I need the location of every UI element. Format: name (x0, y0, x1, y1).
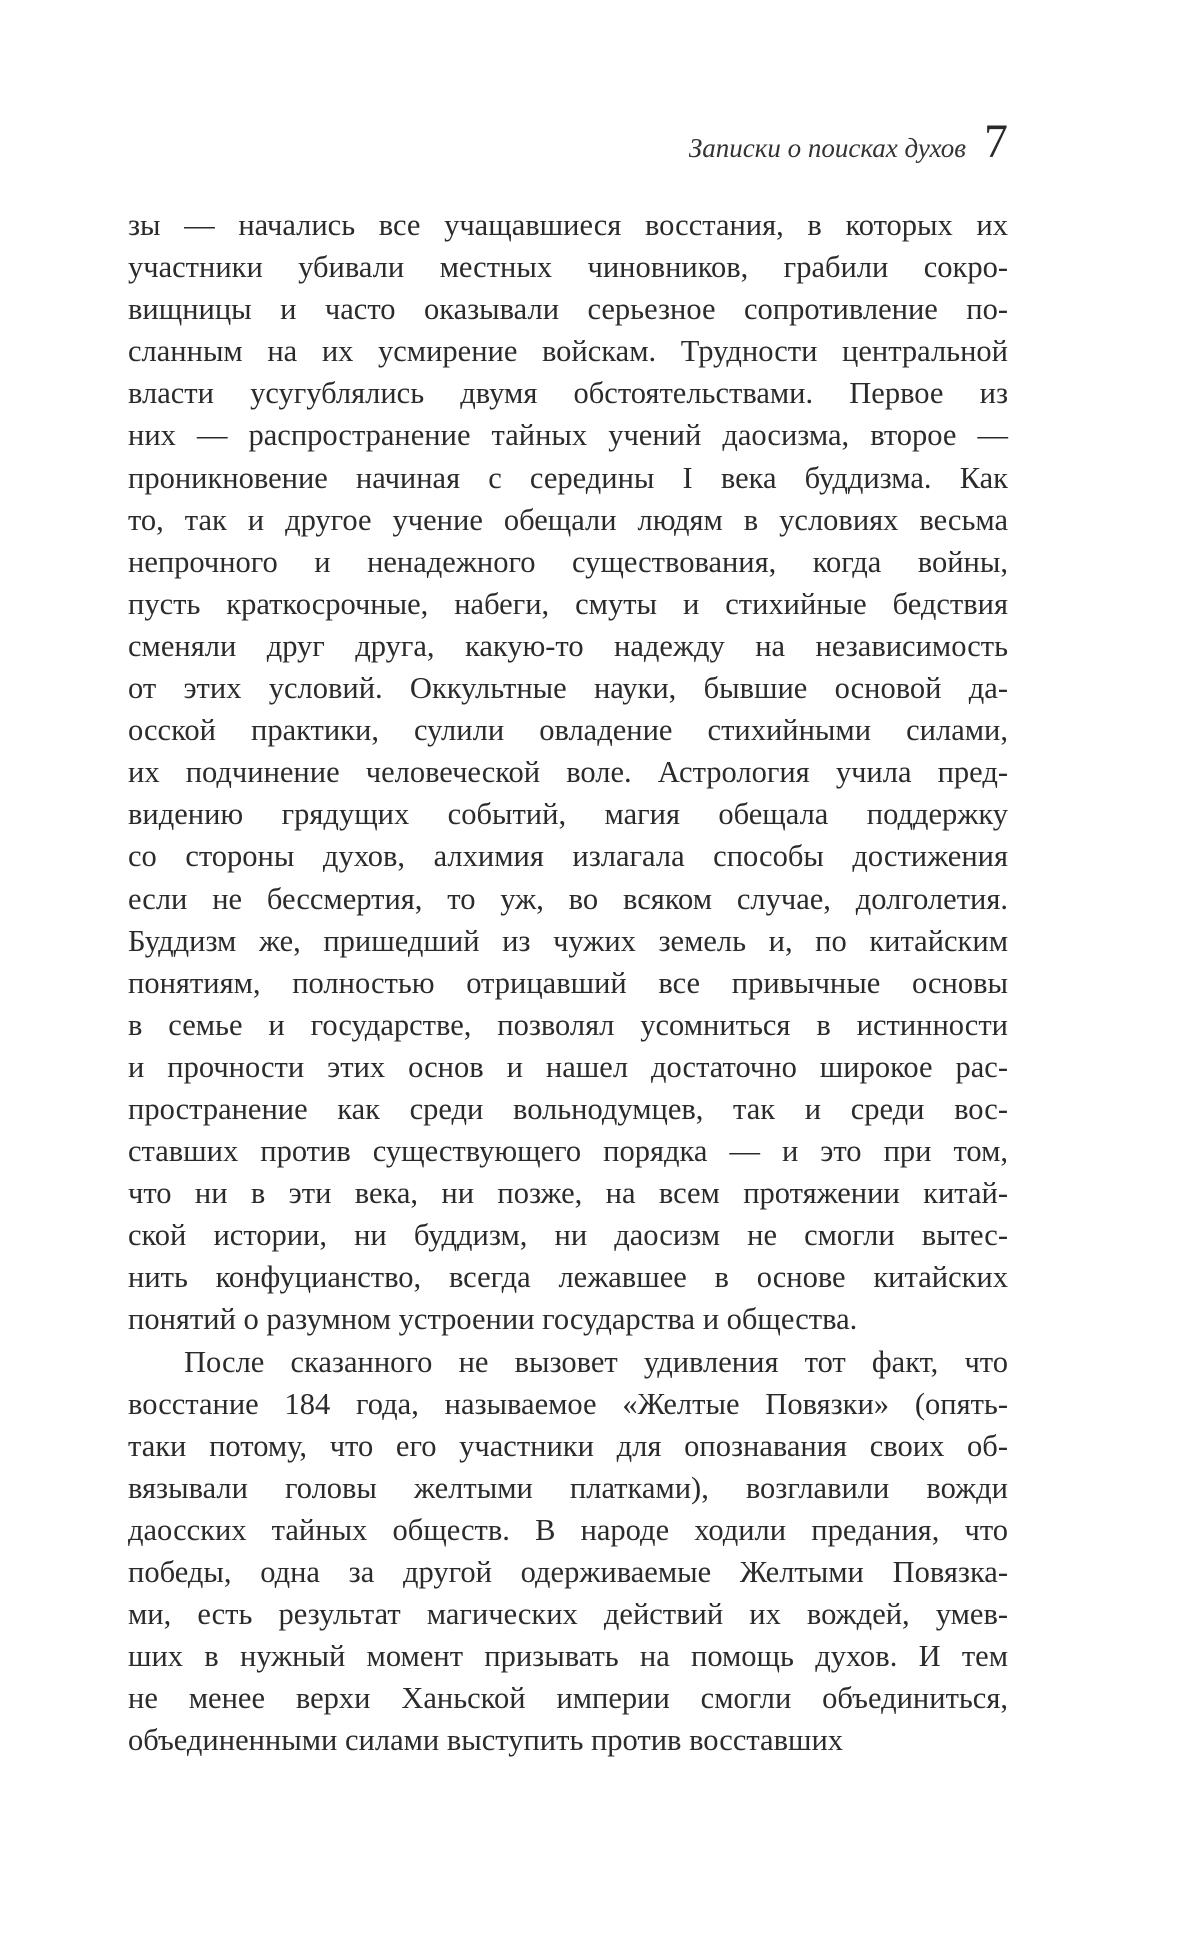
paragraph (128, 204, 1008, 1341)
text-line: вищницы и часто оказывали серьезное сопротивление по- (128, 292, 1008, 327)
text-line: проникновение начиная с середины I века буддизма. Как (128, 460, 1008, 495)
text-line: ской истории, ни буддизм, ни даосизм не смогли вытес- (128, 1218, 1008, 1253)
page-number: 7 (984, 115, 1008, 168)
text-line: таки потому, что его участники для опознавания своих об- (128, 1428, 1008, 1463)
text-line: понятий о разумном устроении государства и общества. (128, 1302, 858, 1337)
text-line: зы — начались все учащавшиеся восстания, в которых их (128, 208, 1008, 242)
text-line: если не бессмертия, то уж, во всяком случае, долголетия. (128, 881, 1008, 916)
text-line: власти усугублялись двумя обстоятельствами. Первое из (128, 376, 1008, 411)
text-line: непрочного и ненадежного существования, когда войны, (128, 544, 1008, 579)
text-line: пусть краткосрочные, набеги, смуты и стихийные бедствия (128, 586, 1008, 621)
text-line: видению грядущих событий, магия обещала поддержку (128, 797, 1008, 832)
text-line: не менее верхи Ханьской империи смогли объединиться, (128, 1681, 1008, 1716)
text-line: даосских тайных обществ. В народе ходили предания, что (128, 1512, 1008, 1547)
text-line: ших в нужный момент призывать на помощь духов. И тем (128, 1639, 1008, 1674)
text-line: сланным на их усмирение войскам. Трудности центральной (128, 334, 1008, 369)
body-text (128, 204, 1008, 1761)
text-line: от этих условий. Оккультные науки, бывшие основой да- (128, 671, 1008, 706)
text-line: и прочности этих основ и нашел достаточно широкое рас- (128, 1049, 1008, 1084)
text-line: пространение как среди вольнодумцев, так и среди вос- (128, 1091, 1008, 1126)
text-line: понятиям, полностью отрицавший все привычные основы (128, 965, 1008, 1000)
text-line: в семье и государстве, позволял усомниться в истинности (128, 1007, 1008, 1042)
text-line: объединенными силами выступить против восставших (128, 1723, 844, 1758)
text-line: восстание 184 года, называемое «Желтые Повязки» (опять- (128, 1386, 1008, 1421)
text-line: нить конфуцианство, всегда лежавшее в основе китайских (128, 1260, 1008, 1295)
text-line: ставших против существующего порядка — и это при том, (128, 1134, 1008, 1169)
text-line: со стороны духов, алхимия излагала способы достижения (128, 839, 1008, 874)
text-line: них — распространение тайных учений даосизма, второе — (128, 418, 1008, 453)
text-line: вязывали головы желтыми платками), возглавили вожди (128, 1470, 1008, 1505)
paragraph (128, 1341, 1008, 1762)
text-line: их подчинение человеческой воле. Астрология учила пред- (128, 755, 1008, 790)
text-line: После сказанного не вызовет удивления тот факт, что (184, 1344, 1008, 1379)
text-line: участники убивали местных чиновников, грабили сокро- (128, 250, 1008, 285)
text-line: что ни в эти века, ни позже, на всем протяжении китай- (128, 1176, 1008, 1211)
running-title: Записки о поисках духов (688, 133, 966, 163)
text-line: то, так и другое учение обещали людям в условиях весьма (128, 502, 1008, 537)
text-line: ми, есть результат магических действий их вождей, умев- (128, 1597, 1008, 1632)
text-line: осской практики, сулили овладение стихийными силами, (128, 713, 1008, 748)
running-head (688, 115, 1008, 168)
text-line: Буддизм же, пришедший из чужих земель и, по китайским (128, 923, 1008, 958)
text-line: сменяли друг друга, какую-то надежду на независимость (128, 628, 1008, 663)
text-line: победы, одна за другой одерживаемые Желтыми Повязка- (128, 1555, 1008, 1589)
